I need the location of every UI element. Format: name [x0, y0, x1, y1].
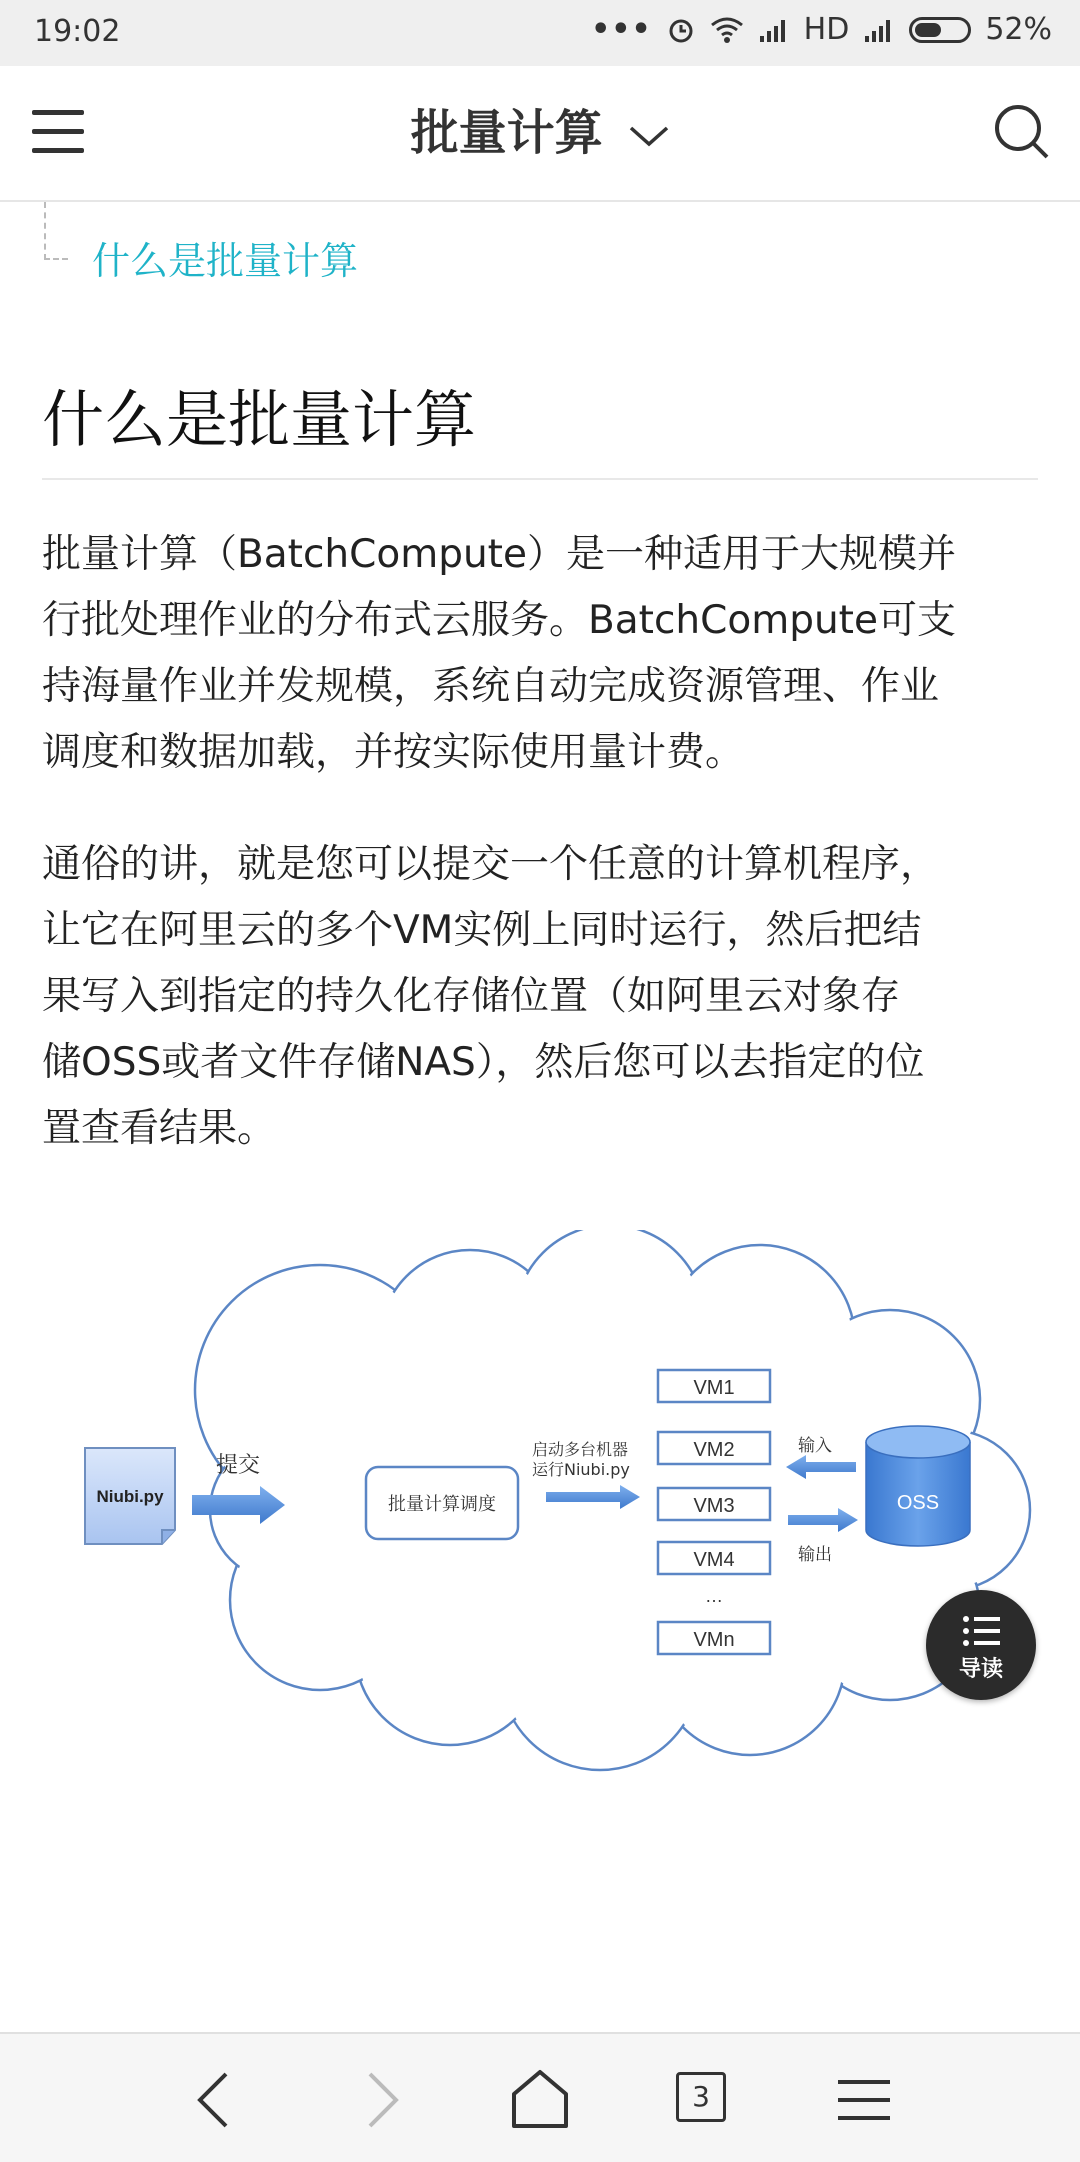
guide-button[interactable] — [926, 1590, 1036, 1700]
breadcrumb-current[interactable]: 什么是批量计算 — [92, 239, 359, 283]
file-label: Niubi.py — [96, 1487, 164, 1506]
status-icons — [591, 12, 1052, 47]
launch-label-1: 启动多台机器 — [532, 1440, 629, 1459]
launch-label-2: 运行Niubi.py — [532, 1460, 630, 1479]
header-title[interactable] — [0, 94, 1080, 163]
article-paragraph-1 — [42, 522, 1042, 786]
forward-arrow-icon[interactable] — [340, 2060, 420, 2140]
vm-label: VM3 — [693, 1495, 735, 1517]
alarm-icon — [666, 15, 696, 45]
title-divider — [42, 478, 1038, 480]
paragraph-line: 通俗的讲，就是您可以提交一个任意的计算机程序， — [42, 842, 940, 887]
vm-ellipsis: … — [705, 1586, 723, 1606]
vm-label: VMn — [693, 1629, 735, 1651]
signal-icon — [758, 16, 790, 44]
search-icon[interactable] — [992, 102, 1052, 162]
home-icon[interactable] — [500, 2060, 580, 2140]
back-arrow-icon[interactable] — [176, 2060, 256, 2140]
batchcompute-diagram — [70, 1230, 1060, 1790]
header-title-text: 批量计算 — [410, 105, 603, 161]
paragraph-line: 让它在阿里云的多个VM实例上同时运行，然后把结 — [42, 908, 922, 953]
chevron-down-icon — [629, 124, 669, 148]
battery-percent: 52% — [985, 12, 1052, 47]
oss-database-icon — [866, 1426, 970, 1546]
paragraph-line: 批量计算（BatchCompute）是一种适用于大规模并 — [42, 532, 956, 577]
submit-label: 提交 — [215, 1453, 261, 1478]
top-app-bar — [0, 66, 1080, 202]
oss-label: OSS — [896, 1492, 940, 1514]
status-time: 19:02 — [34, 14, 121, 49]
network-label: HD — [803, 12, 850, 47]
article-paragraph-2 — [42, 832, 1042, 1162]
vm-label: VM2 — [693, 1439, 735, 1461]
guide-label: 导读 — [958, 1657, 1003, 1682]
list-icon — [962, 1614, 1002, 1648]
paragraph-line: 调度和数据加载，并按实际使用量计费。 — [42, 730, 745, 775]
input-label: 输入 — [798, 1436, 832, 1456]
output-label: 输出 — [798, 1545, 832, 1565]
scheduler-label: 批量计算调度 — [388, 1494, 496, 1515]
paragraph-line: 果写入到指定的持久化存储位置（如阿里云对象存 — [42, 974, 901, 1019]
paragraph-line: 置查看结果。 — [42, 1106, 277, 1151]
paragraph-line: 行批处理作业的分布式云服务。BatchCompute可支 — [42, 598, 956, 643]
paragraph-line: 持海量作业并发规模，系统自动完成资源管理、作业 — [42, 664, 940, 709]
more-dots-icon: ••• — [591, 12, 652, 47]
menu-lines-icon[interactable] — [824, 2060, 904, 2140]
status-bar — [0, 0, 1080, 66]
vm-label: VM4 — [693, 1549, 735, 1571]
battery-icon — [909, 17, 971, 43]
vm-label: VM1 — [693, 1377, 735, 1399]
page-title: 什么是批量计算 — [42, 383, 477, 456]
bottom-navigation — [0, 2032, 1080, 2162]
signal-icon-2 — [863, 16, 895, 44]
breadcrumb-connector-h — [44, 258, 68, 262]
paragraph-line: 储OSS或者文件存储NAS），然后您可以去指定的位 — [42, 1040, 925, 1085]
wifi-icon — [710, 15, 744, 45]
tab-count: 3 — [676, 2072, 726, 2122]
breadcrumb-connector — [44, 202, 48, 260]
tabs-button[interactable] — [676, 2072, 756, 2152]
